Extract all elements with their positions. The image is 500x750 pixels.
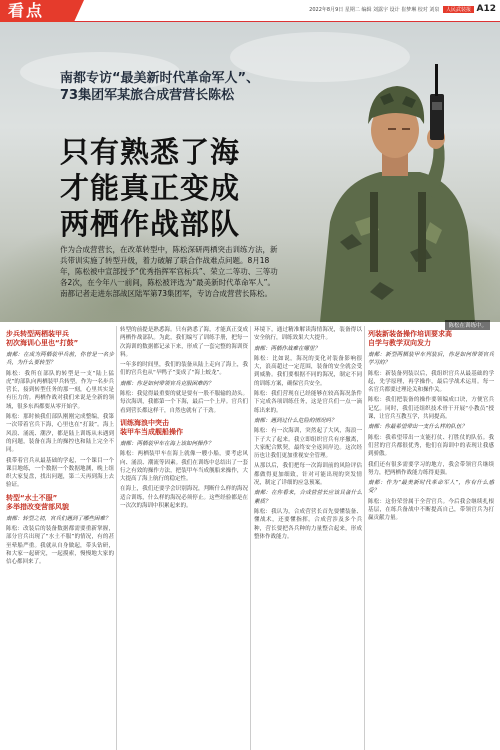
interview-answer: 陈松：有一次海训，突然起了大风，海浪一下子大了起来。我立即组织官兵有序撤离，大家配合默契，最终安全返回岸边。这次经历也让我们更加重视安全管理。 [254, 428, 362, 460]
section-tab [0, 0, 74, 22]
edition-badge: 人民武装报 [443, 6, 474, 13]
masthead [0, 0, 500, 22]
date-editors-line: 2022年8月9日 星期二 编辑 刘露宇 设计 崔梦琳 校对 刘泉 [309, 7, 440, 13]
headline-line-1: 只有熟悉了海 [60, 135, 241, 169]
interview-question: 南都：你是如何带领官兵克服困难的？ [120, 380, 214, 387]
section-heading-line: 步兵转型两栖装甲兵 [6, 330, 69, 338]
paragraph: 我带着官兵从最基础的学起，一个课目一个课目地练，一个数据一个数据地测，晚上组织大家复盘，找出问题，第二天再到海上去验证。 [6, 457, 114, 489]
interview-question: 南都：新型两栖装甲车列装后，你是如何带领官兵学习的？ [368, 352, 494, 367]
column-divider [250, 326, 251, 750]
section-heading [120, 419, 248, 437]
paragraph: 陈松：我们把装备的操作要领编成口诀，方便官兵记忆。同时，我们还组织技术骨干开展“小教员”授课，让官兵互教互学，共同提高。 [368, 397, 494, 421]
column-divider [116, 326, 117, 750]
interview-question: 南都：在成为两栖装甲兵前，你曾是一名步兵，为什么要转型？ [6, 352, 114, 367]
masthead-meta [309, 6, 474, 13]
paragraph: 陈松：我们营现在已经能够在较高海况条件下完成各项训练任务，这是官兵们一点一滴练出来的。 [254, 391, 362, 414]
photo-caption: 陈松在训练中。 [445, 320, 490, 330]
column-4 [368, 326, 494, 750]
interview-answer: 陈松：这份荣誉属于全营官兵。今后我会继续扎根基层，在练兵备战中不断提高自己，带领官兵为打赢贡献力量。 [368, 498, 494, 522]
subtitle-line-2: 73集团军某旅合成营营长陈松 [60, 88, 235, 103]
lead-paragraph: 作为合成营营长，在改革转型中，陈松深研两栖突击训练方法，新兵带训实施了转型升级，着力破解了联合作战难点问题。8月18年，陈松被中宣部授予“优秀指挥军官标兵”、荣立二等功、三等功各2次，在今年八一前间，陈松被评选为“最美新时代革命军人”。南都记者走进东部战区陆军第73集团军，专访合成营营长陈松。 [60, 245, 278, 298]
section-heading-line: 转型“水土不服” [6, 493, 58, 502]
interview-answer: 陈松：我认为，合成营营长首先要懂装备、懂战术，还要懂指挥。合成营涉及多个兵种，营长要把各兵种的力量整合起来，形成整体作战能力。 [254, 508, 362, 540]
interview-question: 南都：作为“最美新时代革命军人”，你有什么感受？ [368, 480, 494, 495]
paragraph: 从那以后，我们把每一次海训前的风险评估都做得更加细致，针对可能出现的突发情况，制定了详细的应急预案。 [254, 463, 362, 487]
paragraph: 一年多的时间里，我们的装备从陆上走向了海上，我们的官兵也从“旱鸭子”变成了“海上蛟龙”。 [120, 362, 248, 377]
page-number: A12 [476, 4, 496, 14]
headline [60, 134, 260, 242]
interview-question: 南都：两栖作战难在哪里？ [254, 345, 321, 352]
soldier-photo [300, 42, 480, 322]
section-heading-line: 多举措改变营部风貌 [6, 502, 69, 511]
paragraph: 在海上，我们还要学会识别海况，判断什么样的海况适合训练，什么样的海况必须停止。这些经验都是在一次次的海训中积累起来的。 [120, 486, 248, 510]
interview-answer: 陈松：两栖装甲车在海上就像一艘小船，要考虑风向、涌浪、潮流等因素。我们在训练中总结出了一套行之有效的操作方法，把装甲车当成舰船来操作，大大提高了海上航行的稳定性。 [120, 451, 248, 483]
interview-question: 南都：遇到过什么危险的情况吗？ [254, 417, 337, 424]
paragraph: 环境下，通过精准解读海情海况，装备得以安全航行，训练效果大大提升。 [254, 327, 362, 342]
headline-line-2: 才能真正变成 [60, 171, 241, 205]
section-heading-line: 自学与教学双向发力 [368, 339, 431, 347]
section-label: 看点 [8, 1, 45, 20]
interview-answer: 陈松：新装备列装以后，我组织官兵从最基础的学起，先学原理，再学操作，最后学战术运用。每一名官兵都要过理论关和操作关。 [368, 370, 494, 394]
interview-answer: 陈松：我觉得最重要的就是要有一股不服输的劲头。每次海训，我都第一个下海，最后一个上岸。官兵们看到营长都这样干，自然也就有了干劲。 [120, 391, 248, 414]
column-3 [254, 326, 362, 750]
section-heading [6, 494, 114, 512]
section-heading-line: 装甲车当成舰船操作 [120, 427, 183, 436]
interview-question: 南都：转型之初，官兵们遇到了哪些困难？ [6, 515, 111, 522]
headline-line-3: 两栖作战部队 [60, 207, 241, 241]
paragraph: 陈松：那时候我们部队刚刚完成整编，我第一次带着官兵下海，心里也在“打鼓”。海上风浪、涌流、潮汐，都是陆上训练从未遇到的问题，装备在海上的操控也和陆上完全不同。 [6, 414, 114, 454]
paragraph: 转型的前提是熟悉海。只有熟悉了海，才能真正变成两栖作战部队。为此，我们编写了训练手册，把每一次海训的数据都记录下来，形成了一套完整的海训资料。 [120, 327, 248, 358]
subtitle-line-1: 南都专访“最美新时代革命军人”、 [60, 71, 260, 86]
interview-question: 南都：你最希望带出一支什么样的队伍？ [368, 424, 468, 431]
section-heading-line: 初次海训心里也“打鼓” [6, 339, 79, 347]
section-heading-line: 训练海浪中突击 [120, 418, 169, 427]
interview-answer: 陈松：我所在部队的转型是一支“陆上猛虎”的部队向两栖装甲兵转型。作为一名步兵营长，接到转型任务的那一刻，心里其实是有压力的。两栖作战对我们来说是全新的领域，很多东西都要从零开始学。 [6, 370, 114, 410]
hero-photo-area [0, 22, 500, 329]
column-divider [364, 326, 365, 750]
section-heading [368, 330, 494, 348]
section-heading-line: 列装新装备操作培训要求高 [368, 330, 452, 338]
interview-question: 南都：两栖装甲车在海上该如何操作？ [120, 440, 214, 447]
paragraph: 我们还有很多需要学习的地方，我会带领官兵继续努力，把两栖作战能力练得更强。 [368, 461, 494, 476]
column-1 [6, 326, 114, 750]
interview-answer: 陈松：我希望带出一支能打仗、打胜仗的队伍。我们营的官兵都很优秀，他们在海训中的表现让我感到骄傲。 [368, 434, 494, 458]
interview-answer: 陈松：改装后的装备数据都需要重新掌握，部分官兵出现了“水土不服”的情况，有的甚至晕船严重。我就从自身做起，带头钻研，和大家一起研究，一起摸索，慢慢地大家的信心都回来了。 [6, 526, 114, 566]
column-2 [120, 326, 248, 750]
tab-tail-decoration [74, 0, 84, 22]
article-body [0, 326, 500, 750]
interview-answer: 陈松：比如说，海况的变化对装备影响很大，浪高超过一定范围，装备的安全就会受到威胁。我们要根据不同的海况，制定不同的训练方案，确保官兵安全。 [254, 355, 362, 387]
interview-question: 南都：在你看来，合成营营长应该具备什么素质？ [254, 490, 362, 505]
section-heading [6, 330, 114, 348]
hero-subtitle [60, 70, 310, 104]
